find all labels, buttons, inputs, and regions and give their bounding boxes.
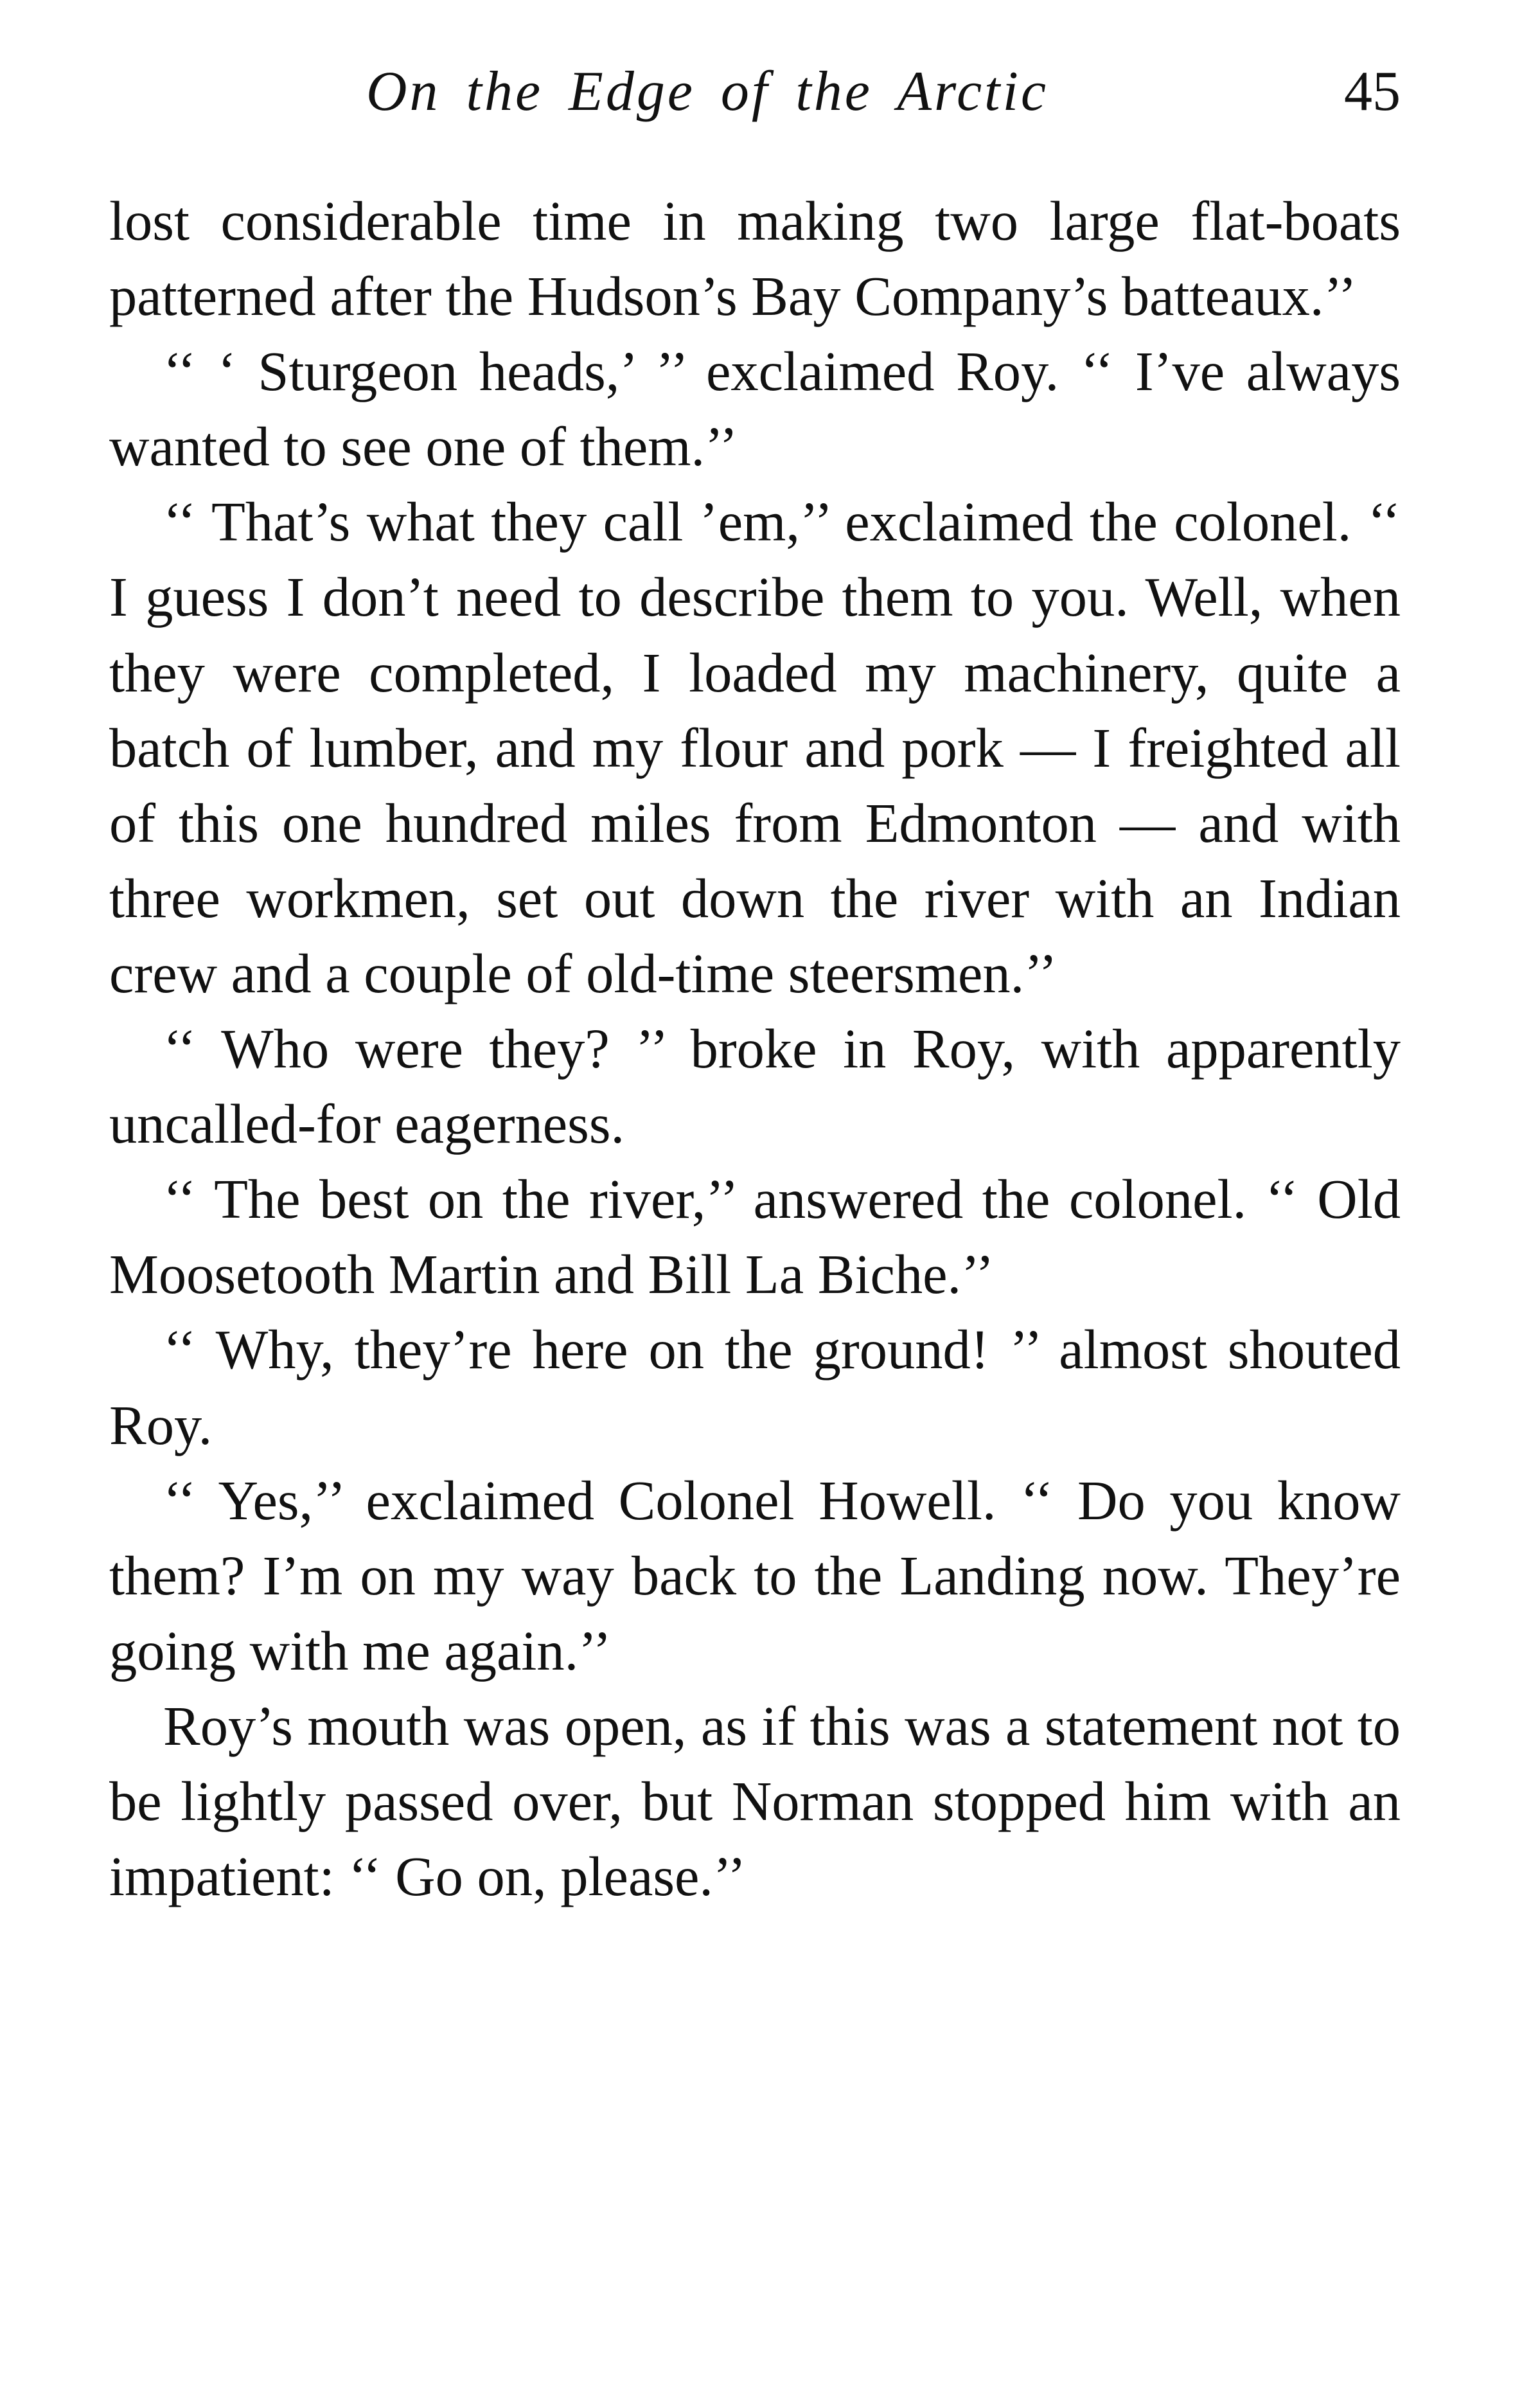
paragraph-7: ‘‘ Yes,’’ exclaimed Colonel Howell. ‘‘ Do you know them? I’m on my way back to the Landing now. They’re going with me again.’’ — [109, 1469, 1401, 1682]
paragraph-3: ‘‘ That’s what they call ’em,’’ exclaimed the colonel. ‘‘ I guess I don’t need to describe them to you. Well, when they were completed, I loaded my machinery, quite a batch of lumber, and my flour and pork — I freighted all of this one hundred miles from Edmonton — and with three workmen, set out down the river with an Indian crew and a couple of old-time steersmen.’’ — [109, 491, 1401, 1004]
paragraph-8: Roy’s mouth was open, as if this was a statement not to be lightly passed over, but Norman stopped him with an impatient: ‘‘ Go on, please.’’ — [109, 1695, 1401, 1908]
paragraph-5: ‘‘ The best on the river,’’ answered the colonel. ‘‘ Old Moosetooth Martin and Bill La Biche.’’ — [109, 1168, 1401, 1306]
paragraph-4: ‘‘ Who were they? ’’ broke in Roy, with apparently uncalled-for eagerness. — [109, 1018, 1401, 1155]
body-text — [109, 184, 1401, 1914]
paragraph-6: ‘‘ Why, they’re here on the ground! ’’ almost shouted Roy. — [109, 1319, 1401, 1456]
paragraph-1: lost considerable time in making two large flat-boats patterned after the Hudson’s Bay Company’s batteaux.’’ — [109, 190, 1401, 328]
paragraph-2: ‘‘ ‘ Sturgeon heads,’ ’’ exclaimed Roy. ‘‘ I’ve always wanted to see one of them.’’ — [109, 341, 1401, 478]
page-number: 45 — [1344, 60, 1401, 123]
running-head-title: On the Edge of the Arctic — [366, 60, 1049, 123]
running-head — [109, 57, 1401, 127]
